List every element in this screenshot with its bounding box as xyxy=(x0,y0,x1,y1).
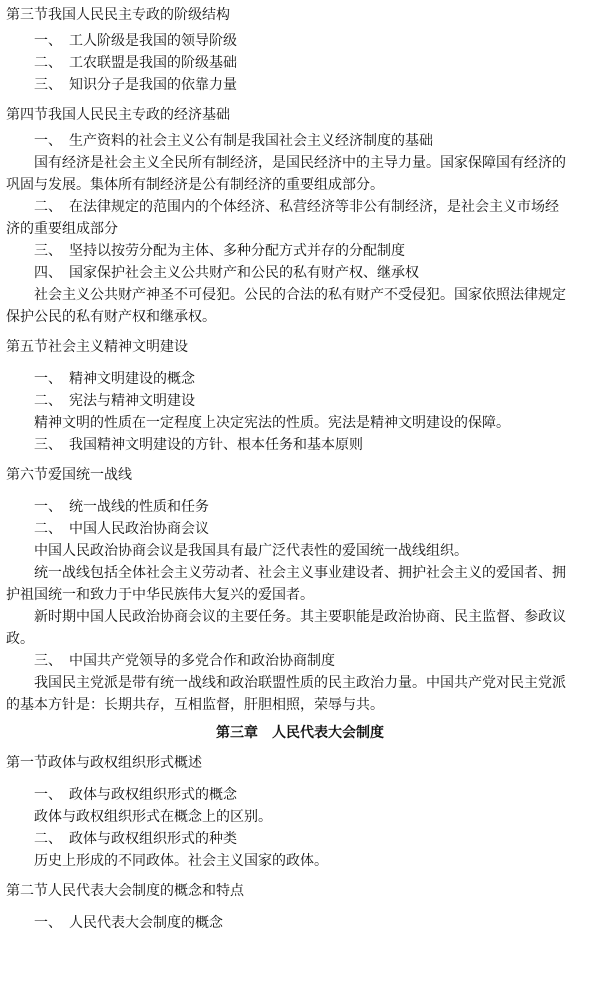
list-item: 二、 中国人民政治协商会议 xyxy=(34,521,209,537)
list-item: 一、 工人阶级是我国的领导阶级 xyxy=(34,33,237,49)
paragraph-line: 保护公民的私有财产权和继承权。 xyxy=(6,309,216,325)
list-item: 一、 统一战线的性质和任务 xyxy=(34,499,209,515)
paragraph-line: 巩固与发展。集体所有制经济是公有制经济的重要组成部分。 xyxy=(6,177,384,193)
list-item: 三、 坚持以按劳分配为主体、多种分配方式并存的分配制度 xyxy=(34,243,405,259)
list-item: 三、 我国精神文明建设的方针、根本任务和基本原则 xyxy=(34,437,363,453)
list-item: 一、 政体与政权组织形式的概念 xyxy=(34,787,237,803)
paragraph-line: 历史上形成的不同政体。社会主义国家的政体。 xyxy=(34,853,328,869)
list-item: 一、 精神文明建设的概念 xyxy=(34,371,195,387)
paragraph-line: 社会主义公共财产神圣不可侵犯。公民的合法的私有财产不受侵犯。国家依照法律规定 xyxy=(34,287,566,303)
section-heading: 第一节政体与政权组织形式概述 xyxy=(6,755,202,771)
paragraph-line: 国有经济是社会主义全民所有制经济，是国民经济中的主导力量。国家保障国有经济的 xyxy=(34,155,566,171)
chapter-title: 第三章 人民代表大会制度 xyxy=(216,725,384,741)
paragraph-line: 新时期中国人民政治协商会议的主要任务。其主要职能是政治协商、民主监督、参政议 xyxy=(34,609,566,625)
section-heading: 第六节爱国统一战线 xyxy=(6,467,132,483)
list-item: 一、 生产资料的社会主义公有制是我国社会主义经济制度的基础 xyxy=(34,133,433,149)
list-item: 二、 在法律规定的范围内的个体经济、私营经济等非公有制经济，是社会主义市场经 xyxy=(34,199,559,215)
paragraph-line: 精神文明的性质在一定程度上决定宪法的性质。宪法是精神文明建设的保障。 xyxy=(34,415,510,431)
list-item: 二、 政体与政权组织形式的种类 xyxy=(34,831,237,847)
paragraph-line: 政体与政权组织形式在概念上的区别。 xyxy=(34,809,272,825)
section-heading: 第三节我国人民民主专政的阶级结构 xyxy=(6,7,230,23)
list-item: 一、 人民代表大会制度的概念 xyxy=(34,915,223,931)
paragraph-line: 护祖国统一和致力于中华民族伟大复兴的爱国者。 xyxy=(6,587,314,603)
section-heading: 第二节人民代表大会制度的概念和特点 xyxy=(6,883,244,899)
list-item: 三、 知识分子是我国的依靠力量 xyxy=(34,77,237,93)
section-heading: 第四节我国人民民主专政的经济基础 xyxy=(6,107,230,123)
paragraph-line: 统一战线包括全体社会主义劳动者、社会主义事业建设者、拥护社会主义的爱国者、拥 xyxy=(34,565,566,581)
paragraph-line: 济的重要组成部分 xyxy=(6,221,118,237)
list-item: 三、 中国共产党领导的多党合作和政治协商制度 xyxy=(34,653,335,669)
list-item: 二、 工农联盟是我国的阶级基础 xyxy=(34,55,237,71)
list-item: 二、 宪法与精神文明建设 xyxy=(34,393,195,409)
paragraph-line: 政。 xyxy=(6,631,34,647)
paragraph-line: 中国人民政治协商会议是我国具有最广泛代表性的爱国统一战线组织。 xyxy=(34,543,468,559)
paragraph-line: 的基本方针是：长期共存，互相监督，肝胆相照，荣辱与共。 xyxy=(6,697,384,713)
section-heading: 第五节社会主义精神文明建设 xyxy=(6,339,188,355)
paragraph-line: 我国民主党派是带有统一战线和政治联盟性质的民主政治力量。中国共产党对民主党派 xyxy=(34,675,566,691)
list-item: 四、 国家保护社会主义公共财产和公民的私有财产权、继承权 xyxy=(34,265,419,281)
